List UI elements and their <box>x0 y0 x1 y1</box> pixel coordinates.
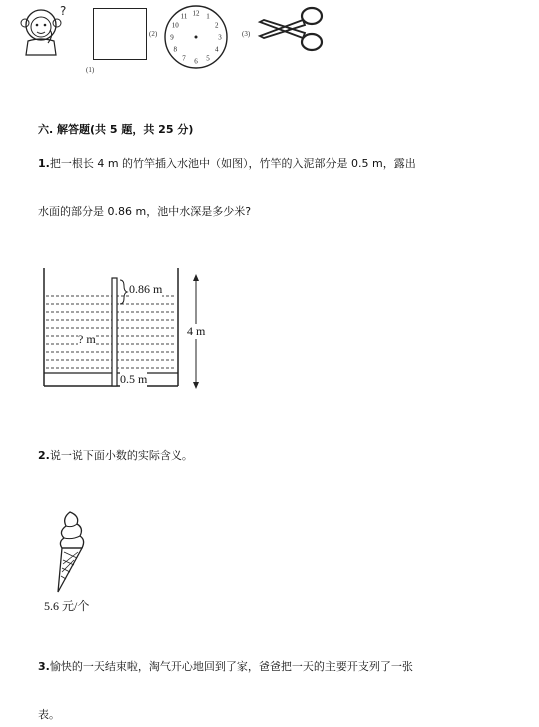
q3-number: 3. <box>38 660 50 673</box>
figure-label-2: (2) <box>149 30 158 38</box>
clock-number: 8 <box>173 45 177 54</box>
q3-text-line1: 愉快的一天结束啦，淘气开心地回到了家，爸爸把一天的主要开支列了一张 <box>49 660 413 673</box>
ice-cream-cone-figure <box>44 508 94 598</box>
figure-label-3: (3) <box>242 30 251 38</box>
figure-label-1: (1) <box>86 66 95 74</box>
q2-text: 说一说下面小数的实际含义。 <box>49 449 193 462</box>
q1-text-line1: 把一根长 4 m 的竹竿插入水池中（如图），竹竿的入泥部分是 0.5 m，露出 <box>49 157 416 170</box>
label-0-86m: 0.86 m <box>129 282 163 296</box>
q3-line2: 表。 <box>38 708 60 721</box>
clock-number: 4 <box>215 45 219 54</box>
svg-text:?: ? <box>60 4 67 18</box>
clock-number: 5 <box>206 54 210 63</box>
q1-line1 <box>38 155 416 171</box>
section-title: 六. 解答题(共 5 题，共 25 分) <box>38 123 194 136</box>
clock-number: 1 <box>206 12 210 21</box>
q3-line1 <box>38 658 413 674</box>
scissors-figure <box>256 4 326 54</box>
pool-diagram <box>36 258 216 396</box>
clock-number: 6 <box>194 57 198 66</box>
clock-face-figure <box>162 3 230 71</box>
ice-cream-price-label: 5.6 元/个 <box>44 599 90 613</box>
label-4m: 4 m <box>187 324 206 338</box>
clock-number: 9 <box>170 33 174 42</box>
clock-number: 12 <box>192 9 200 18</box>
clock-number: 11 <box>180 12 188 21</box>
q1-line2: 水面的部分是 0.86 m，池中水深是多少米? <box>38 205 252 218</box>
clock-number: 10 <box>171 21 179 30</box>
clock-number: 3 <box>218 33 222 42</box>
clock-number: 2 <box>215 21 219 30</box>
square-figure <box>93 8 147 60</box>
q2-number: 2. <box>38 449 50 462</box>
q2-line <box>38 447 193 463</box>
monkey-thinking-figure <box>14 3 74 61</box>
q1-number: 1. <box>38 157 50 170</box>
label-0-5m: 0.5 m <box>120 372 148 386</box>
label-unknown-depth: ? m <box>78 332 96 346</box>
clock-number: 7 <box>182 54 186 63</box>
